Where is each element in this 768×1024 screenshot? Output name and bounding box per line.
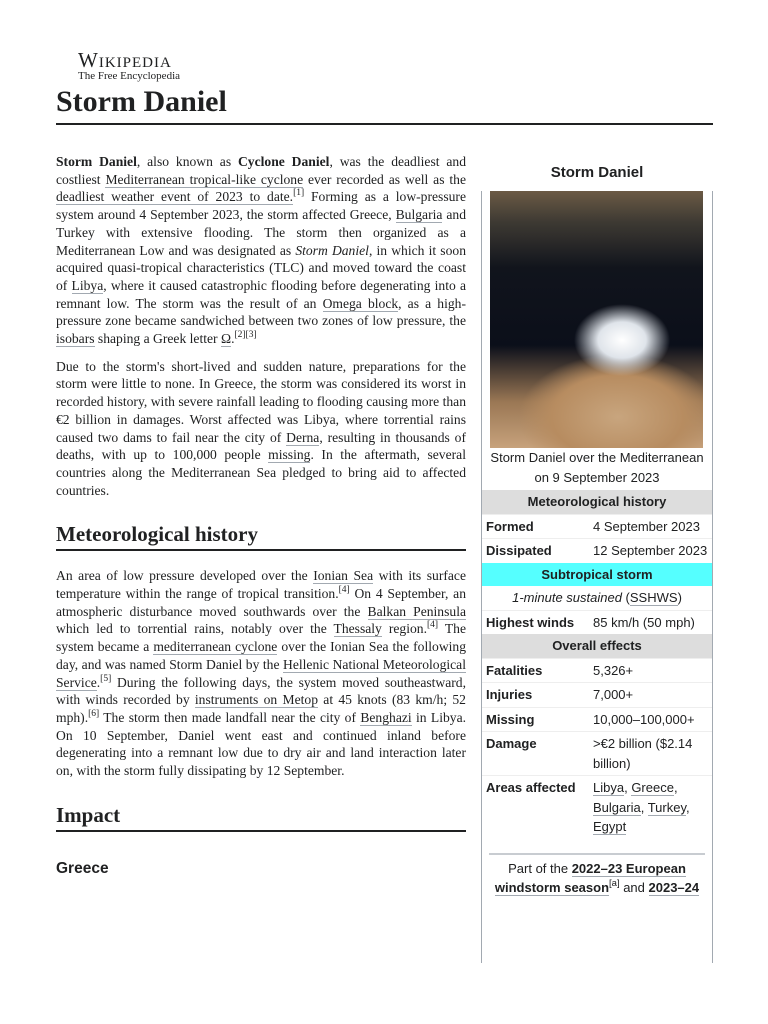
article-link[interactable]: Ionian Sea xyxy=(313,568,374,584)
infobox-row-winds xyxy=(482,610,712,635)
row-label: Formed xyxy=(486,518,534,534)
lead-paragraph xyxy=(56,153,466,348)
sshws-link[interactable]: SSHWS xyxy=(629,590,678,605)
citation-link[interactable]: [4] xyxy=(427,620,439,631)
text: . xyxy=(96,674,101,690)
infobox-row-fatalities xyxy=(482,658,712,683)
classification-header: Subtropical storm xyxy=(482,563,712,587)
infobox-row-missing xyxy=(482,707,712,732)
article-link[interactable]: Derna xyxy=(286,429,320,445)
lead-paragraph xyxy=(56,358,466,500)
text: , resulting in thousands of deaths, with up to 100,000 people xyxy=(56,429,466,463)
text: . In the aftermath, several countries along the Mediterranean Sea pledged to bring aid to affected countries. xyxy=(56,447,466,498)
article-link[interactable]: instruments on Metop xyxy=(194,692,318,708)
section-heading: Meteorological history xyxy=(56,521,466,551)
text: . xyxy=(231,331,235,347)
sustained-label: 1-minute sustained xyxy=(512,590,622,605)
article-link[interactable]: Mediterranean tropical-like cyclone xyxy=(105,171,304,187)
row-value: 5,326+ xyxy=(593,662,634,678)
row-label: Dissipated xyxy=(486,543,552,558)
citation-link[interactable]: [5] xyxy=(100,673,112,684)
windstorm-season-link[interactable]: 2022–23 European windstorm season xyxy=(494,860,686,895)
text: ever recorded as well as the xyxy=(303,171,466,187)
article-link[interactable]: Benghazi xyxy=(360,709,412,725)
area-link[interactable]: Greece xyxy=(631,780,674,795)
text: , where it caused catastrophic flooding before degenerating into a remnant low. The storm was the result of an xyxy=(56,277,466,311)
title-divider xyxy=(56,123,713,125)
article-link[interactable]: Ω xyxy=(220,331,232,347)
logo-wordmark: Wikipedia xyxy=(78,48,172,72)
infobox-row-damage xyxy=(482,731,712,775)
text: region. xyxy=(381,621,427,637)
overall-effects-header: Overall effects xyxy=(482,634,712,658)
area-link[interactable]: Egypt xyxy=(593,819,627,834)
text: During the following days, the system moved southeastward, with winds recorded by xyxy=(56,674,466,708)
season-2023-24-link[interactable]: 2023–24 xyxy=(648,880,700,895)
text: An area of low pressure developed over the xyxy=(56,568,314,584)
text: The storm then made landfall near the city of xyxy=(99,709,361,725)
part-of-series xyxy=(489,853,705,898)
satellite-image[interactable] xyxy=(490,191,703,448)
text: over the Ionian Sea the following day, and was named Storm Daniel by the xyxy=(56,639,467,672)
infobox-row-dissipated xyxy=(482,538,712,563)
citation-link[interactable]: [2][3] xyxy=(234,330,257,341)
logo-tagline: The Free Encyclopedia xyxy=(78,70,181,82)
italic-term: Storm Daniel xyxy=(295,242,369,258)
part-and: and xyxy=(619,880,649,895)
article-body xyxy=(56,153,466,878)
text: with its surface temperature within the range of tropical transition. xyxy=(56,568,467,602)
section-paragraph xyxy=(56,567,466,779)
article-link[interactable]: Thessaly xyxy=(333,621,382,637)
infobox-row-areas xyxy=(482,775,712,839)
text: , was the deadliest and costliest xyxy=(56,154,467,187)
footnote-a[interactable]: [a] xyxy=(609,878,620,889)
part-prefix: Part of the xyxy=(508,860,572,876)
citation-link[interactable]: [1] xyxy=(293,188,305,199)
citation-link[interactable]: [4] xyxy=(338,585,350,596)
text: , in which it soon acquired quasi-tropical characteristics (TLC) and moved toward the coast of xyxy=(56,242,466,293)
text: , also known as xyxy=(136,154,238,169)
bold-term: Cyclone Daniel xyxy=(237,154,330,169)
row-value: 12 September 2023 xyxy=(593,543,708,558)
page-title: Storm Daniel xyxy=(56,85,227,118)
row-label: Areas affected xyxy=(486,780,576,795)
areas-list: Libya, Greece, Bulgaria, Turkey, Egypt xyxy=(593,780,690,834)
article-link[interactable]: mediterranean cyclone xyxy=(153,639,278,655)
text: at 45 knots (83 km/h; 52 mph). xyxy=(56,692,466,725)
wikipedia-logo[interactable] xyxy=(78,50,180,82)
article-link[interactable]: missing xyxy=(268,447,311,463)
infobox xyxy=(481,158,713,963)
text: On 4 September, an atmospheric disturbance moved southwards over the xyxy=(56,586,466,619)
section-heading: Impact xyxy=(56,802,466,832)
bold-term: Storm Daniel xyxy=(56,154,137,169)
image-caption: Storm Daniel over the Mediterranean on 9 September 2023 xyxy=(490,450,704,485)
row-value: 10,000–100,000+ xyxy=(593,711,695,727)
row-label: Damage xyxy=(486,736,537,751)
infobox-row-formed xyxy=(482,514,712,539)
row-value: >€2 billion ($2.14 billion) xyxy=(593,736,693,771)
row-value: 4 September 2023 xyxy=(593,518,700,534)
subsection-heading: Greece xyxy=(56,859,109,877)
infobox-title: Storm Daniel xyxy=(550,164,644,181)
article-link[interactable]: Hellenic National Meteorological Service xyxy=(56,656,466,690)
area-link[interactable]: Bulgaria xyxy=(593,799,641,815)
text: , as a high-pressure zone became sandwiched between two zones of low pressure, the xyxy=(56,295,466,329)
sustained-note: 1-minute sustained (SSHWS) xyxy=(512,590,682,605)
article-link[interactable]: isobars xyxy=(56,331,95,347)
text: Forming as a low-pressure system around 4 September 2023, the storm affected Greece, xyxy=(56,189,466,223)
article-link[interactable]: deadliest weather event of 2023 to date. xyxy=(56,189,294,205)
citation-link[interactable]: [6] xyxy=(88,708,100,719)
article-link[interactable]: Omega block xyxy=(322,295,399,311)
row-value: 7,000+ xyxy=(593,687,634,702)
text: in Libya. On 10 September, Daniel went east and continued inland before degenerating into a remnant low due to dry air and land interaction later on, with the storm fully dissipating by 12 September. xyxy=(56,709,466,779)
article-link[interactable]: Bulgaria xyxy=(395,207,443,223)
row-label: Injuries xyxy=(486,687,533,702)
text: which led to torrential rains, notably over the xyxy=(56,621,334,637)
meteorological-history-header: Meteorological history xyxy=(482,490,712,514)
text: and Turkey with extensive flooding. The storm then organized as a Mediterranean Low and was designated as xyxy=(56,207,466,258)
row-label: Fatalities xyxy=(486,662,543,678)
area-link[interactable]: Libya xyxy=(593,780,625,795)
text: Due to the storm's short-lived and sudden nature, preparations for the storm were little to none. In Greece, the storm was considered its worst in recorded history, with severe rainfall leading to flooding causing more than €2 billion in damages. Worst affected was Libya, where torrential rains caused two dams to fail near the city of xyxy=(56,358,466,445)
row-label: Highest winds xyxy=(486,614,575,630)
text: The system became a xyxy=(56,621,466,655)
row-label: Missing xyxy=(486,711,535,727)
article-link[interactable]: Balkan Peninsula xyxy=(367,603,467,619)
row-value: 85 km/h (50 mph) xyxy=(593,614,695,630)
infobox-row-injuries xyxy=(482,682,712,707)
article-link[interactable]: Libya xyxy=(71,277,104,293)
area-link[interactable]: Turkey xyxy=(647,799,686,815)
text: shaping a Greek letter xyxy=(94,331,221,347)
